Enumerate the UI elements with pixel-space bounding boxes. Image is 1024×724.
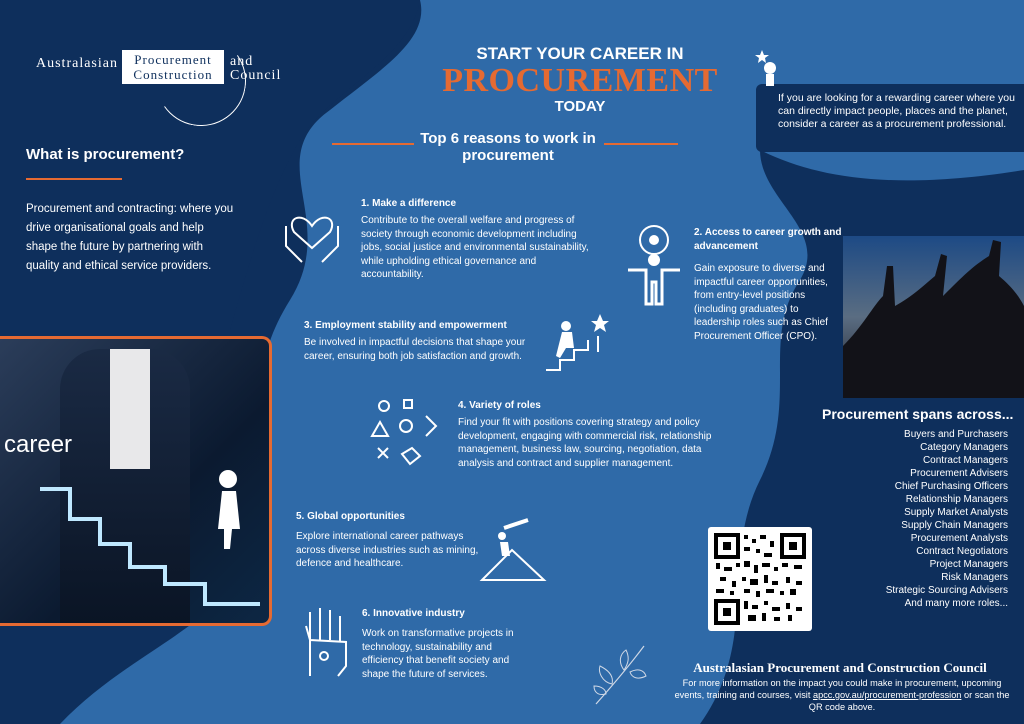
gears-person-icon [624,222,684,308]
reason-4-body: Find your fit with positions covering strategy and policy development, engaging with commercial risk, relationship management, business law, sourcing, negotiation, data analysis and contract and supplier management. [458,417,712,469]
what-body: Procurement and contracting: where you drive organisational goals and help shape the future by partnering with quality and ethical service providers. [26,203,234,272]
graduates-silhouettes [843,236,1024,398]
role-item: Buyers and Purchasers [904,429,1008,440]
header-today: TODAY [554,98,606,115]
reason-3-body: Be involved in impactful decisions that shape your career, ensuring both job satisfaction and growth. [304,337,526,362]
role-item: Contract Managers [922,455,1008,466]
what-divider [26,178,122,180]
leaf-branch-icon [592,642,648,708]
reason-1-body: Contribute to the overall welfare and progress of society through economic development including jobs, social justice and environmental sustainability, while upholding ethical governance and accountability. [361,215,589,280]
reason-6-title: 6. Innovative industry [362,608,465,619]
tech-hand-icon [302,606,352,678]
reason-6-body: Work on transformative projects in technology, sustainability and efficiency that benefit society and shape the future of services. [362,628,514,680]
career-stairs-image [0,336,272,626]
graduates-photo [843,236,1024,398]
reason-5-body: Explore international career pathways across diverse industries such as mining, defence and healthcare. [296,531,479,569]
role-item: Category Managers [920,442,1008,453]
what-heading: What is procurement? [26,146,185,163]
role-item: And many more roles... [904,598,1008,609]
logo-word-council: Council [230,68,282,83]
logo-word-procurement: Procurement [134,52,212,67]
reason-5-title: 5. Global opportunities [296,511,405,522]
logo-word-australasian: Australasian [36,56,118,71]
reason-4-title: 4. Variety of roles [458,400,541,411]
role-item: Strategic Sourcing Advisers [885,585,1008,596]
role-item: Procurement Analysts [910,533,1008,544]
qr-code[interactable] [708,527,812,631]
footer-text-before: For more information on the impact you could make in procurement, upcoming events, training and courses, visit [674,678,1002,700]
reason-2-title: 2. Access to career growth and advancement [694,227,842,252]
role-item: Contract Negotiators [916,546,1008,557]
role-item: Supply Chain Managers [901,520,1008,531]
procurement-profession-link[interactable]: apcc.gov.au/procurement-profession [812,690,962,700]
glowing-stairs-icon [0,339,272,626]
role-item: Relationship Managers [905,494,1008,505]
apcc-logo [36,42,296,102]
stairs-star-icon [546,312,610,374]
role-item: Chief Purchasing Officers [894,481,1008,492]
star-person-icon [754,48,784,88]
header-line1: START YOUR CAREER IN [476,44,684,63]
footer-text-after: or scan the QR code above. [808,690,1010,712]
footer-text [672,677,1012,713]
career-word: career [4,431,73,458]
reason-1-title: 1. Make a difference [361,198,457,209]
reason-2-body: Gain exposure to diverse and impactful career opportunities, from entry-level positions (including graduates) to leadership roles such as Chief Procurement Officer (CPO). [694,263,828,342]
logo-word-construction: Construction [133,67,213,82]
role-item: Project Managers [929,559,1008,570]
telescope-mountain-icon [478,516,548,582]
top6-title: Top 6 reasons to work in procurement [420,130,596,164]
heart-hands-icon [282,196,342,266]
divider-right [604,143,678,145]
footer-org-name: Australasian Procurement and Construction Council [693,660,987,675]
role-item: Procurement Advisers [910,468,1008,479]
spans-heading: Procurement spans across... [822,406,1014,422]
qr-pattern [708,527,812,631]
header-procurement: PROCUREMENT [442,62,718,99]
roles-list [808,428,1008,610]
reason-3-title: 3. Employment stability and empowerment [304,320,507,331]
intro-text: If you are looking for a rewarding career where you can directly impact people, places and the planet, consider a career as a procurement professional. [778,92,1015,130]
role-item: Supply Market Analysts [904,507,1008,518]
logo-word-and: and [230,54,254,69]
role-item: Risk Managers [941,572,1008,583]
divider-left [332,143,414,145]
shapes-variety-icon [372,396,444,468]
